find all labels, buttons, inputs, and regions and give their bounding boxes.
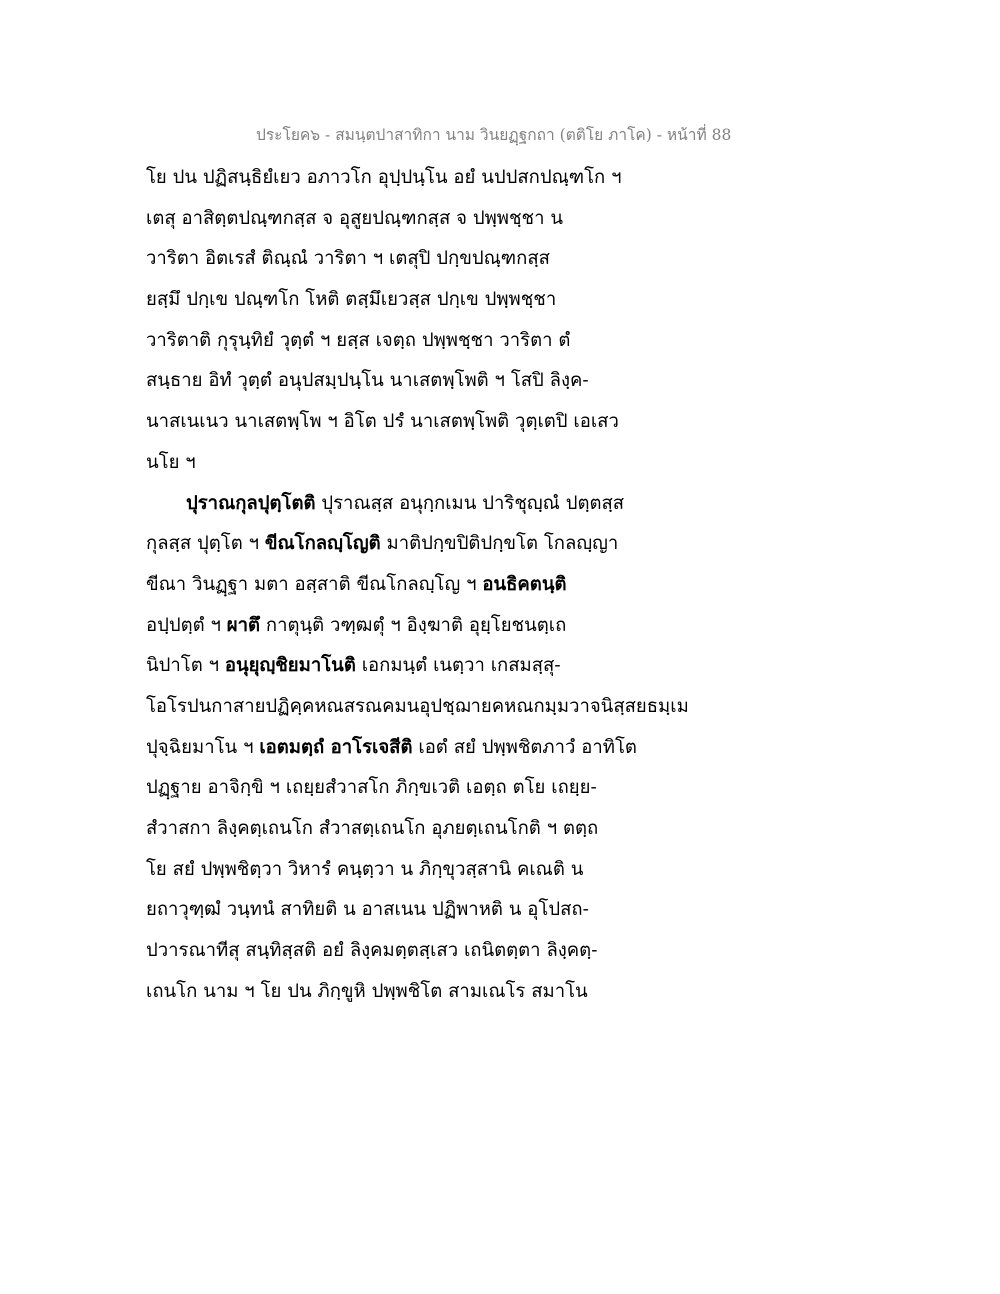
text-run: ปุจฺฉิยมาโน ฯ [146, 736, 260, 758]
text-run: นโย ฯ [146, 451, 196, 473]
paragraph [146, 158, 746, 484]
text-run: สํวาสกา ลิงฺคตฺเถนโก สํวาสตฺเถนโก อุภยตฺเถนโกติ ฯ ตตฺถ [146, 818, 599, 839]
text-line [146, 280, 746, 321]
text-run: วาริตา อิตเรสํ ติณฺณํ วาริตา ฯ เตสุปิ ปกฺขปณฺฑกสฺส [146, 248, 550, 270]
body-text [146, 158, 746, 1012]
bold-term: เอตมตฺถํ อาโรเจสีติ [259, 736, 413, 758]
bold-term: อนุยุญฺชิยมาโนติ [224, 655, 356, 677]
text-line [146, 809, 746, 850]
text-run: โย ปน ปฏิสนฺธิยํเยว อภาวโก อุปฺปนฺโน อยํ นปปสกปณฺฑโก ฯ [146, 167, 622, 188]
text-line [146, 402, 746, 443]
text-run: โอโรปนกาสายปฏิคฺคหณสรณคมนอุปชฺฌายคหณกมฺมวาจนิสฺสยธมฺเม [146, 695, 689, 717]
text-run: ปฏฺฐาย อาจิกฺขิ ฯ เถยฺยสํวาสโก ภิกฺขเวติ เอตฺถ ตโย เถยฺย- [146, 777, 597, 799]
text-run: โย สยํ ปพฺพชิตฺวา วิหารํ คนฺตฺวา น ภิกฺขุวสฺสานิ คเณติ น [146, 858, 584, 880]
text-line [146, 443, 746, 484]
text-line [146, 931, 746, 972]
text-run: นิปาโต ฯ [146, 655, 225, 677]
text-run: มาติปกฺขปิติปกฺขโต โกลญฺญา [380, 533, 619, 555]
running-header: ประโยค๖ - สมนฺตปาสาทิกา นาม วินยฏฺฐกถา (ตติโย ภาโค) - หน้าที่ 88 [256, 126, 732, 144]
text-line [146, 484, 746, 525]
text-line [146, 565, 746, 606]
text-line [146, 199, 746, 240]
text-line [146, 158, 746, 199]
text-line [146, 768, 746, 809]
text-line [146, 890, 746, 931]
text-line [146, 972, 746, 1013]
text-line [146, 361, 746, 402]
text-line [146, 646, 746, 687]
text-line [146, 687, 746, 728]
text-run: วาริตาติ กุรุนฺทิยํ วุตฺตํ ฯ ยสฺส เจตฺถ ปพฺพชฺชา วาริตา ตํ [146, 329, 571, 351]
text-run: เอกมนฺตํ เนตฺวา เกสมสฺสุ- [355, 655, 561, 677]
text-run: ยถาวุฑฺฒํ วนฺทนํ สาทิยติ น อาสเนน ปฏิพาหติ น อุโปสถ- [146, 899, 589, 921]
paragraph [146, 484, 746, 1013]
text-run: ปุราณสฺส อนุกฺกเมน ปาริชุญฺณํ ปตฺตสฺส [315, 492, 625, 514]
text-run: ขีณา วินฏฺฐา มตา อสฺสาติ ขีณโกลญฺโญ ฯ [146, 573, 483, 595]
text-run: กาตุนฺติ วฑฺฒตุํ ฯ อิงฺฆาติ อุยฺโยชนตฺเถ [260, 614, 567, 636]
text-line [146, 524, 746, 565]
text-run: นาสเนเนว นาเสตพฺโพ ฯ อิโต ปรํ นาเสตพฺโพติ วุตฺเตปิ เอเสว [146, 411, 619, 433]
text-run: เถนโก นาม ฯ โย ปน ภิกฺขูหิ ปพฺพชิโต สามเณโร สมาโน [146, 980, 588, 1002]
text-line [146, 321, 746, 362]
text-run: สนฺธาย อิทํ วุตฺตํ อนุปสมฺปนฺโน นาเสตพฺโพติ ฯ โสปิ ลิงฺค- [146, 370, 589, 392]
bold-term: ปุราณกุลปุตฺโตติ [186, 492, 316, 514]
text-run: อปฺปตฺตํ ฯ [146, 614, 227, 636]
text-run: เอตํ สยํ ปพฺพชิตภาวํ อาทิโต [412, 736, 637, 758]
text-run: ยสฺมึ ปกฺเข ปณฺฑโก โหติ ตสฺมึเยวสฺส ปกฺเข ปพฺพชฺชา [146, 289, 557, 311]
text-run: เตสุ อาสิตฺตปณฺฑกสฺส จ อุสูยปณฺฑกสฺส จ ปพฺพชฺชา น [146, 207, 564, 229]
text-line [146, 606, 746, 647]
text-line [146, 239, 746, 280]
text-line [146, 850, 746, 891]
bold-term: อนธิคตนฺติ [482, 573, 567, 595]
bold-term: ขีณโกลญฺโญติ [264, 533, 381, 555]
bold-term: ผาตึ [226, 614, 261, 636]
text-run: กุลสฺส ปุตฺโต ฯ [146, 533, 265, 555]
text-line [146, 728, 746, 769]
text-run: ปวารณาทีสุ สนฺทิสฺสติ อยํ ลิงฺคมตฺตสฺเสว เถนิตตฺตา ลิงฺคตฺ- [146, 940, 598, 962]
